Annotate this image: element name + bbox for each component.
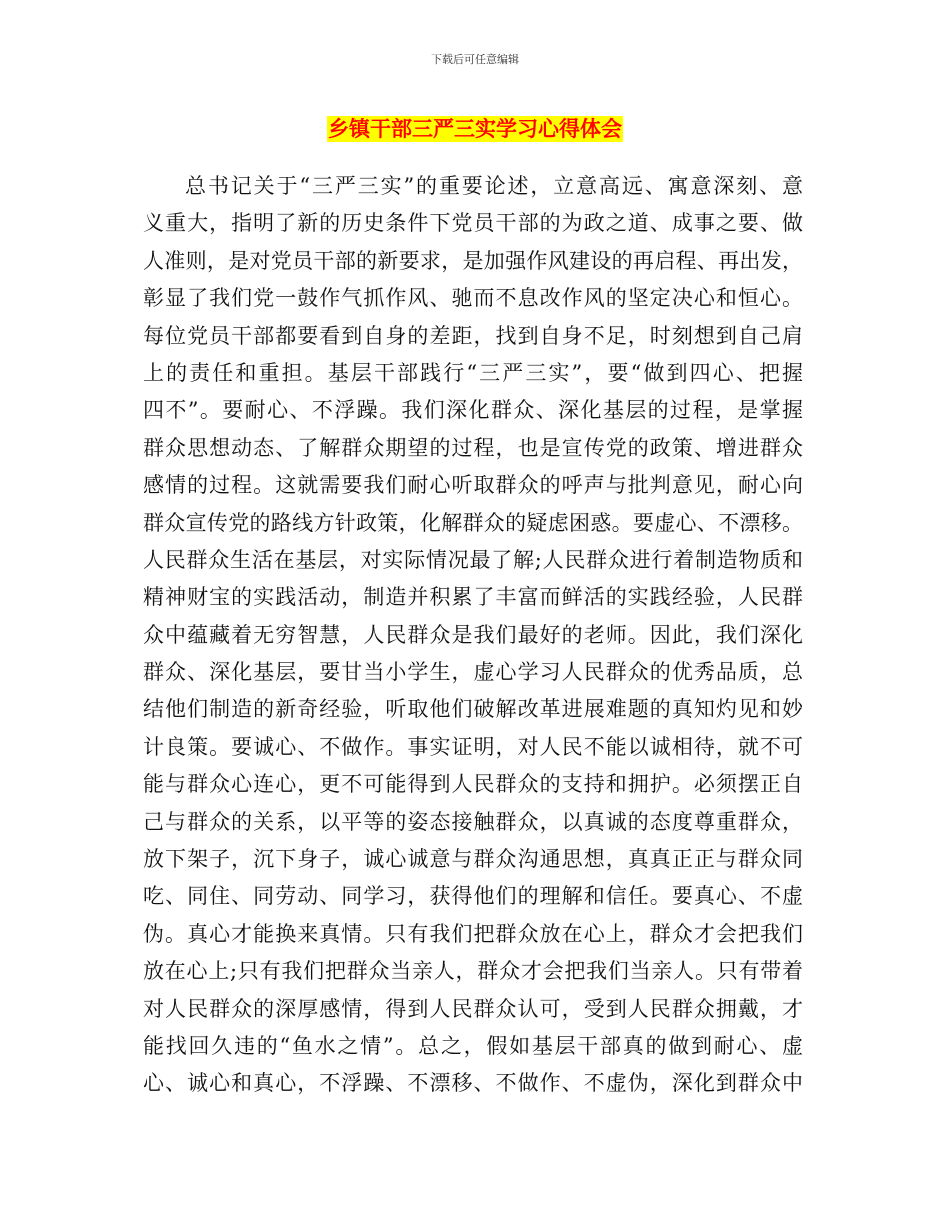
body-line: 每位党员干部都要看到自身的差距，找到自身不足，时刻想到自己肩	[143, 323, 803, 348]
body-line: 上的责任和重担。基层干部践行“三严三实”，要“做到四心、把握	[143, 360, 803, 385]
body-line: 义重大，指明了新的历史条件下党员干部的为政之道、成事之要、做	[143, 211, 803, 236]
body-line: 群众宣传党的路线方针政策，化解群众的疑虑困惑。要虚心、不漂移。	[143, 510, 803, 535]
body-line: 计良策。要诚心、不做作。事实证明，对人民不能以诚相待，就不可	[143, 734, 803, 759]
body-line: 吃、同住、同劳动、同学习，获得他们的理解和信任。要真心、不虚	[143, 884, 803, 909]
body-line: 众中蕴藏着无穷智慧，人民群众是我们最好的老师。因此，我们深化	[143, 622, 803, 647]
body-line: 精神财宝的实践活动，制造并积累了丰富而鲜活的实践经验，人民群	[143, 585, 803, 610]
body-line: 心、诚心和真心，不浮躁、不漂移、不做作、不虚伪，深化到群众中	[143, 1071, 803, 1096]
body-line: 放在心上;只有我们把群众当亲人，群众才会把我们当亲人。只有带着	[143, 959, 803, 984]
body-line: 感情的过程。这就需要我们耐心听取群众的呼声与批判意见，耐心向	[143, 473, 803, 498]
body-line: 放下架子，沉下身子，诚心诚意与群众沟通思想，真真正正与群众同	[143, 847, 803, 872]
body-line: 能与群众心连心，更不可能得到人民群众的支持和拥护。必须摆正自	[143, 772, 803, 797]
body-line: 群众思想动态、了解群众期望的过程，也是宣传党的政策、增进群众	[143, 435, 803, 460]
document-title-text: 乡镇干部三严三实学习心得体会	[328, 117, 622, 141]
body-line: 人民群众生活在基层，对实际情况最了解;人民群众进行着制造物质和	[143, 547, 803, 572]
body-line: 能找回久违的“鱼水之情”。总之，假如基层干部真的做到耐心、虚	[143, 1033, 803, 1058]
page-header	[0, 53, 950, 67]
document-title	[0, 116, 950, 142]
body-line: 彰显了我们党一鼓作气抓作风、驰而不息改作风的坚定决心和恒心。	[143, 286, 803, 311]
page-header-text: 下载后可任意编辑	[431, 53, 519, 66]
body-line: 伪。真心才能换来真情。只有我们把群众放在心上，群众才会把我们	[143, 921, 803, 946]
body-line: 己与群众的关系，以平等的姿态接触群众，以真诚的态度尊重群众，	[143, 809, 803, 834]
body-line: 群众、深化基层，要甘当小学生，虚心学习人民群众的优秀品质，总	[143, 660, 803, 685]
body-line: 结他们制造的新奇经验，听取他们破解改革进展难题的真知灼见和妙	[143, 697, 803, 722]
body-line: 四不”。要耐心、不浮躁。我们深化群众、深化基层的过程，是掌握	[143, 398, 803, 423]
body-line: 对人民群众的深厚感情，得到人民群众认可，受到人民群众拥戴，才	[143, 996, 803, 1021]
document-body	[143, 168, 803, 1103]
body-line: 总书记关于“三严三实”的重要论述，立意高远、寓意深刻、意	[185, 174, 803, 198]
body-line: 人准则，是对党员干部的新要求，是加强作风建设的再启程、再出发，	[143, 248, 803, 273]
